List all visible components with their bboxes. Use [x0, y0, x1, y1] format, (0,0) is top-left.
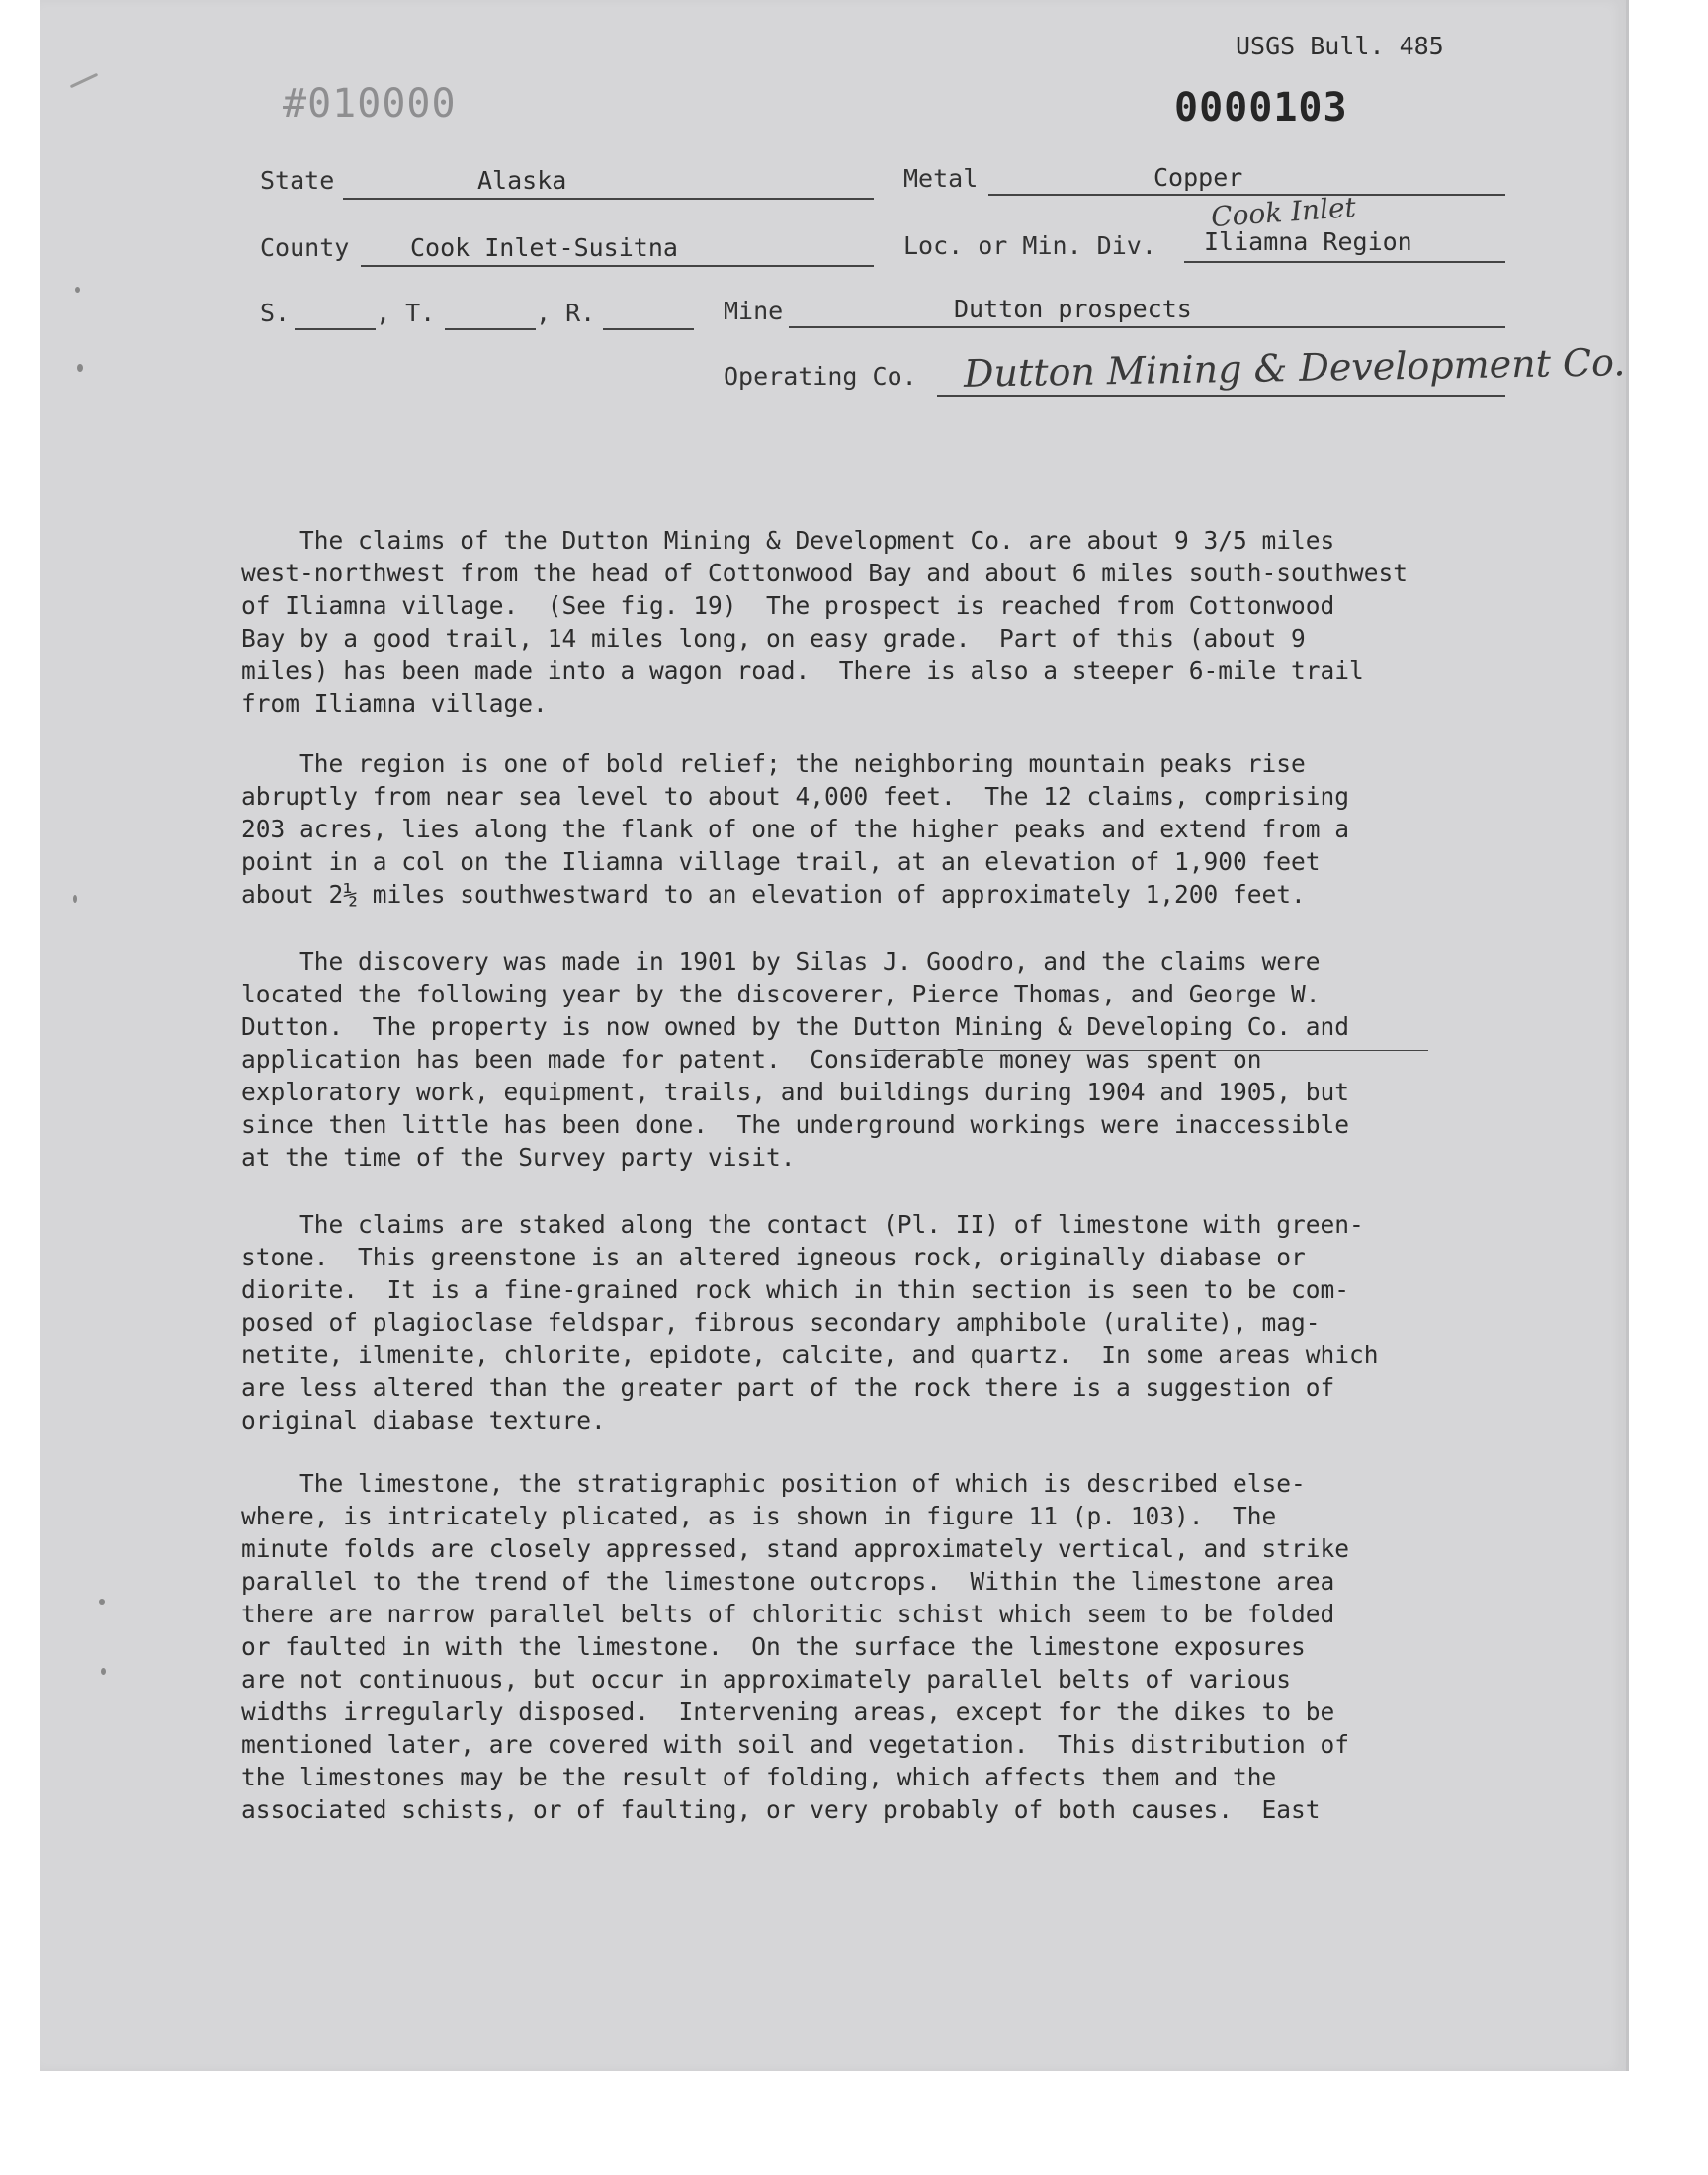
loc-value: Iliamna Region	[1204, 227, 1412, 256]
text-line: of Iliamna village. (See fig. 19) The prospect is reached from Cottonwood	[241, 591, 1335, 620]
text-line: minute folds are closely appressed, stand approximately vertical, and strike	[241, 1534, 1350, 1563]
document-page	[40, 0, 1629, 2071]
mine-label: Mine	[724, 297, 784, 325]
operating-co-handwritten: Dutton Mining & Development Co.	[963, 340, 1626, 395]
text-line: The claims of the Dutton Mining & Development Co. are about 9 3/5 miles	[241, 526, 1335, 555]
text-line: where, is intricately plicated, as is shown in figure 11 (p. 103). The	[241, 1502, 1277, 1530]
scan-speck	[77, 364, 83, 372]
text-line: original diabase texture.	[241, 1406, 606, 1435]
text-line: about 2½ miles southwestward to an elevation of approximately 1,200 feet.	[241, 880, 1306, 909]
text-line: located the following year by the discoverer, Pierce Thomas, and George W.	[241, 980, 1321, 1008]
text-line: The region is one of bold relief; the neighboring mountain peaks rise	[241, 749, 1306, 778]
text-line: at the time of the Survey party visit.	[241, 1143, 796, 1172]
mine-underline	[789, 326, 1505, 328]
paragraph-limestone	[241, 1467, 1645, 1826]
metal-underline	[988, 194, 1505, 196]
text-line: associated schists, or of faulting, or very probably of both causes. East	[241, 1795, 1321, 1824]
stamp-number-left: #010000	[283, 81, 457, 127]
text-line: netite, ilmenite, chlorite, epidote, calcite, and quartz. In some areas which	[241, 1341, 1379, 1369]
operating-co-underline	[937, 395, 1505, 397]
state-label: State	[260, 166, 335, 195]
scan-speck	[73, 895, 77, 903]
scan-speck	[99, 1599, 105, 1605]
bulletin-reference: USGS Bull. 485	[1236, 32, 1444, 60]
township-label: , T.	[376, 299, 436, 327]
text-line: or faulted in with the limestone. On the surface the limestone exposures	[241, 1632, 1306, 1661]
text-line: 203 acres, lies along the flank of one of the higher peaks and extend from a	[241, 815, 1350, 843]
paragraph-greenstone	[241, 1208, 1645, 1436]
text-line: The limestone, the stratigraphic position of which is described else-	[241, 1469, 1306, 1498]
text-line: stone. This greenstone is an altered igneous rock, originally diabase or	[241, 1243, 1306, 1271]
text-line: Dutton. The property is now owned by the Dutton Mining & Developing Co. and	[241, 1012, 1350, 1041]
county-label: County	[260, 233, 350, 262]
text-line: there are narrow parallel belts of chloritic schist which seem to be folded	[241, 1600, 1335, 1628]
text-line: parallel to the trend of the limestone outcrops. Within the limestone area	[241, 1567, 1335, 1596]
county-value: Cook Inlet-Susitna	[410, 233, 678, 262]
text-line: abruptly from near sea level to about 4,000 feet. The 12 claims, comprising	[241, 782, 1350, 811]
text-line: Bay by a good trail, 14 miles long, on easy grade. Part of this (about 9	[241, 624, 1306, 652]
text-line: are less altered than the greater part of the rock there is a suggestion of	[241, 1373, 1335, 1402]
loc-label: Loc. or Min. Div.	[903, 231, 1156, 260]
state-value: Alaska	[477, 166, 567, 195]
range-label: , R.	[536, 299, 596, 327]
text-line: the limestones may be the result of folding, which affects them and the	[241, 1763, 1277, 1791]
text-line: west-northwest from the head of Cottonwood Bay and about 6 miles south-southwest	[241, 559, 1409, 587]
text-line: exploratory work, equipment, trails, and buildings during 1904 and 1905, but	[241, 1078, 1350, 1106]
text-line: application has been made for patent. Considerable money was spent on	[241, 1045, 1262, 1074]
text-line: mentioned later, are covered with soil and vegetation. This distribution of	[241, 1730, 1350, 1759]
text-line: are not continuous, but occur in approximately parallel belts of various	[241, 1665, 1292, 1694]
text-line: The claims are staked along the contact (Pl. II) of limestone with green-	[241, 1210, 1364, 1239]
loc-underline	[1184, 261, 1505, 263]
metal-label: Metal	[903, 164, 979, 193]
range-underline	[603, 328, 694, 330]
scan-speck	[101, 1668, 106, 1675]
operating-co-label: Operating Co.	[724, 362, 917, 391]
loc-handwritten-note: Cook Inlet	[1210, 190, 1357, 234]
stamp-number-right: 0000103	[1174, 85, 1348, 130]
paragraph-location	[241, 524, 1645, 720]
section-label: S.	[260, 299, 291, 327]
mine-value: Dutton prospects	[954, 295, 1192, 323]
text-line: posed of plagioclase feldspar, fibrous secondary amphibole (uralite), mag-	[241, 1308, 1321, 1337]
metal-value: Copper	[1153, 163, 1243, 192]
text-line: from Iliamna village.	[241, 689, 548, 718]
text-line: point in a col on the Iliamna village trail, at an elevation of 1,900 feet	[241, 847, 1321, 876]
text-line: widths irregularly disposed. Intervening areas, except for the dikes to be	[241, 1697, 1335, 1726]
owner-underline	[875, 1050, 1428, 1051]
text-line: The discovery was made in 1901 by Silas J. Goodro, and the claims were	[241, 947, 1321, 976]
county-underline	[361, 265, 874, 267]
township-underline	[445, 328, 536, 330]
text-line: diorite. It is a fine-grained rock which in thin section is seen to be com-	[241, 1275, 1350, 1304]
state-underline	[343, 198, 874, 200]
scan-speck	[70, 73, 98, 88]
section-underline	[295, 328, 376, 330]
text-line: since then little has been done. The underground workings were inaccessible	[241, 1110, 1350, 1139]
text-line: miles) has been made into a wagon road. There is also a steeper 6-mile trail	[241, 656, 1364, 685]
paragraph-discovery	[241, 945, 1645, 1174]
paragraph-region	[241, 747, 1645, 911]
scan-speck	[75, 287, 80, 293]
